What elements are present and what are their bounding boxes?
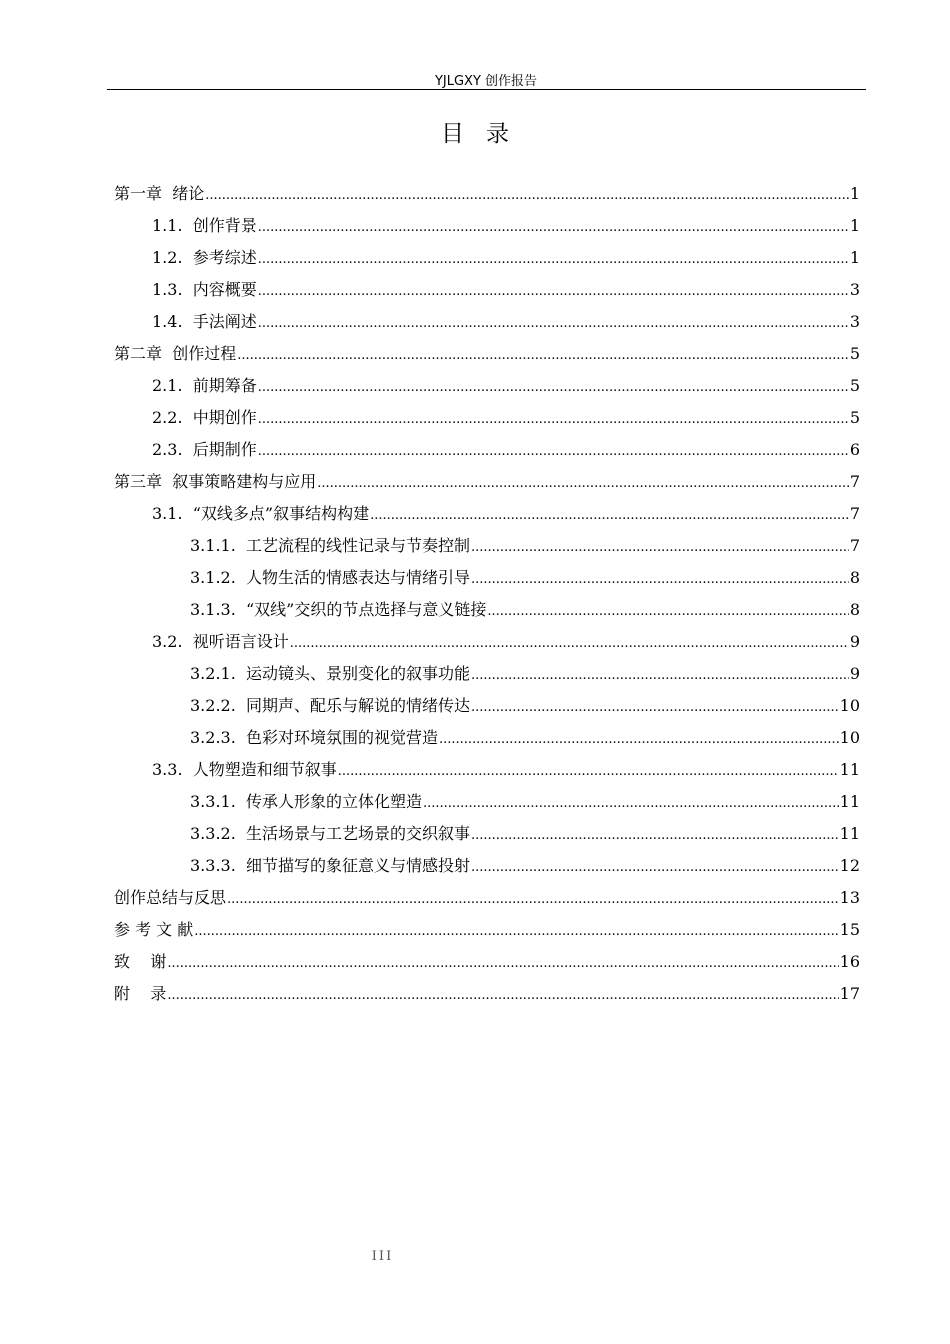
toc-entry-number: 3.3.1. (190, 792, 246, 811)
toc-entry-page: 3 (849, 280, 860, 299)
toc-entry-title: 运动镜头、景别变化的叙事功能 (245, 664, 470, 683)
toc-dot-leader (471, 530, 849, 564)
toc-entry-page: 6 (849, 440, 860, 459)
toc-entry-page: 5 (849, 344, 860, 363)
toc-entry-number: 第二章 (114, 344, 173, 363)
toc-entry-page: 12 (839, 856, 860, 875)
toc-entry-title: 人物生活的情感表达与情绪引导 (245, 568, 470, 587)
toc-entry-title: “双线多点”叙事结构构建 (192, 504, 370, 523)
toc-entry-number: 3.3.3. (190, 856, 246, 875)
toc-entry-number: 3.3. (152, 760, 193, 779)
toc-entry-number: 3.1.2. (190, 568, 246, 587)
toc-dot-leader (471, 850, 839, 884)
toc-entry-title: 创作过程 (172, 344, 237, 363)
toc-entry-page: 15 (839, 920, 860, 939)
toc-entry-page: 16 (839, 952, 860, 971)
toc-entry[interactable] (114, 946, 860, 978)
toc-entry-number: 3.1.3. (190, 600, 246, 619)
toc-entry-number: 2.1. (152, 376, 193, 395)
toc-dot-leader (487, 594, 848, 628)
toc-entry-title: 色彩对环境氛围的视觉营造 (245, 728, 438, 747)
toc-entry-number: 第一章 (114, 184, 173, 203)
toc-entry-number: 3.2.1. (190, 664, 246, 683)
toc-entry-page: 11 (839, 760, 860, 779)
page-number: III (371, 1249, 394, 1264)
toc-entry[interactable] (114, 562, 860, 594)
toc-entry-title: 创作总结与反思 (114, 888, 227, 907)
toc-dot-leader (370, 498, 849, 532)
toc-dot-leader (167, 978, 838, 1012)
toc-dot-leader (258, 434, 849, 468)
toc-entry[interactable] (114, 818, 860, 850)
toc-entry[interactable] (114, 274, 860, 306)
toc-entry-page: 7 (849, 536, 860, 555)
toc-dot-leader (194, 914, 838, 948)
toc-entry-title: 手法阐述 (192, 312, 257, 331)
toc-dot-leader (258, 402, 849, 436)
toc-entry-title: 视听语言设计 (192, 632, 289, 651)
toc-entry[interactable] (114, 338, 860, 370)
toc-entry-page: 17 (839, 984, 860, 1003)
toc-entry-title: 生活场景与工艺场景的交织叙事 (245, 824, 470, 843)
toc-entry-page: 5 (849, 376, 860, 395)
toc-entry-page: 10 (839, 696, 860, 715)
toc-entry[interactable] (114, 722, 860, 754)
toc-entry-number: 3.1. (152, 504, 193, 523)
toc-entry-title: 附 录 (114, 984, 167, 1003)
toc-entry-page: 10 (839, 728, 860, 747)
toc-entry[interactable] (114, 402, 860, 434)
toc-entry-title: 工艺流程的线性记录与节奏控制 (245, 536, 470, 555)
toc-entry[interactable] (114, 914, 860, 946)
toc-entry-title: 创作背景 (192, 216, 257, 235)
toc-dot-leader (167, 946, 838, 980)
toc-entry-page: 13 (839, 888, 860, 907)
toc-entry-page: 1 (849, 248, 860, 267)
toc-entry-title: 参考综述 (192, 248, 257, 267)
toc-entry[interactable] (114, 498, 860, 530)
toc-entry-number: 2.3. (152, 440, 193, 459)
page-title (0, 115, 950, 148)
toc-dot-leader (471, 658, 849, 692)
toc-entry-page: 1 (849, 184, 860, 203)
toc-entry-title: 前期筹备 (192, 376, 257, 395)
toc-entry-title: 参 考 文 献 (114, 920, 194, 939)
toc-entry-page: 9 (849, 664, 860, 683)
toc-entry[interactable] (114, 978, 860, 1010)
toc-dot-leader (423, 786, 839, 820)
toc-entry[interactable] (114, 882, 860, 914)
toc-entry[interactable] (114, 466, 860, 498)
toc-entry-page: 1 (849, 216, 860, 235)
header-divider (107, 89, 866, 90)
toc-entry[interactable] (114, 530, 860, 562)
toc-entry-page: 7 (849, 472, 860, 491)
toc-entry-number: 3.2.3. (190, 728, 246, 747)
toc-dot-leader (227, 882, 839, 916)
toc-entry-title: 人物塑造和细节叙事 (192, 760, 337, 779)
toc-entry[interactable] (114, 242, 860, 274)
toc-dot-leader (258, 370, 849, 404)
toc-dot-leader (471, 562, 849, 596)
toc-entry-page: 11 (839, 792, 860, 811)
toc-entry-number: 3.2. (152, 632, 193, 651)
toc-dot-leader (258, 210, 849, 244)
toc-entry-page: 11 (839, 824, 860, 843)
toc-entry[interactable] (114, 434, 860, 466)
toc-entry-title: “双线”交织的节点选择与意义链接 (245, 600, 487, 619)
toc-entry-page: 7 (849, 504, 860, 523)
toc-entry-title: 内容概要 (192, 280, 257, 299)
toc-entry[interactable] (114, 690, 860, 722)
running-header: YJLGXY 创作报告 (434, 74, 538, 89)
toc-entry[interactable] (114, 178, 860, 210)
toc-dot-leader (237, 338, 849, 372)
toc-entry-title: 致 谢 (114, 952, 167, 971)
toc-entry-page: 8 (849, 568, 860, 587)
toc-entry-number: 1.2. (152, 248, 193, 267)
toc-dot-leader (471, 818, 839, 852)
toc-entry[interactable] (114, 626, 860, 658)
toc-dot-leader (258, 274, 849, 308)
toc-entry-number: 1.1. (152, 216, 193, 235)
toc-entry-title: 细节描写的象征意义与情感投射 (245, 856, 470, 875)
toc-entry-title: 传承人形象的立体化塑造 (245, 792, 422, 811)
toc-entry-number: 1.3. (152, 280, 193, 299)
toc-entry-page: 8 (849, 600, 860, 619)
toc-entry-page: 5 (849, 408, 860, 427)
toc-dot-leader (317, 466, 849, 500)
toc-dot-leader (338, 754, 839, 788)
toc-entry-number: 3.2.2. (190, 696, 246, 715)
toc-dot-leader (471, 690, 839, 724)
toc-entry[interactable] (114, 658, 860, 690)
toc-entry-page: 9 (849, 632, 860, 651)
toc-entry[interactable] (114, 210, 860, 242)
toc-dot-leader (205, 178, 849, 212)
toc-entry-number: 1.4. (152, 312, 193, 331)
page-title-char-2: 录 (486, 121, 509, 147)
toc-entry[interactable] (114, 594, 860, 626)
toc-entry-number: 3.1.1. (190, 536, 246, 555)
toc-entry-number: 2.2. (152, 408, 193, 427)
toc-entry[interactable] (114, 370, 860, 402)
toc-dot-leader (258, 306, 849, 340)
toc-entry-title: 同期声、配乐与解说的情绪传达 (245, 696, 470, 715)
toc-entry[interactable] (114, 306, 860, 338)
toc-entry-title: 叙事策略建构与应用 (172, 472, 317, 491)
toc-entry-number: 第三章 (114, 472, 173, 491)
toc-entry-title: 绪论 (172, 184, 205, 203)
toc-dot-leader (439, 722, 839, 756)
toc-entry[interactable] (114, 850, 860, 882)
toc-entry-page: 3 (849, 312, 860, 331)
page-title-char-1: 目 (441, 121, 464, 147)
toc-entry[interactable] (114, 786, 860, 818)
toc-entry[interactable] (114, 754, 860, 786)
table-of-contents (114, 178, 860, 1010)
toc-dot-leader (258, 242, 849, 276)
toc-dot-leader (290, 626, 849, 660)
toc-entry-title: 中期创作 (192, 408, 257, 427)
toc-entry-title: 后期制作 (192, 440, 257, 459)
toc-entry-number: 3.3.2. (190, 824, 246, 843)
